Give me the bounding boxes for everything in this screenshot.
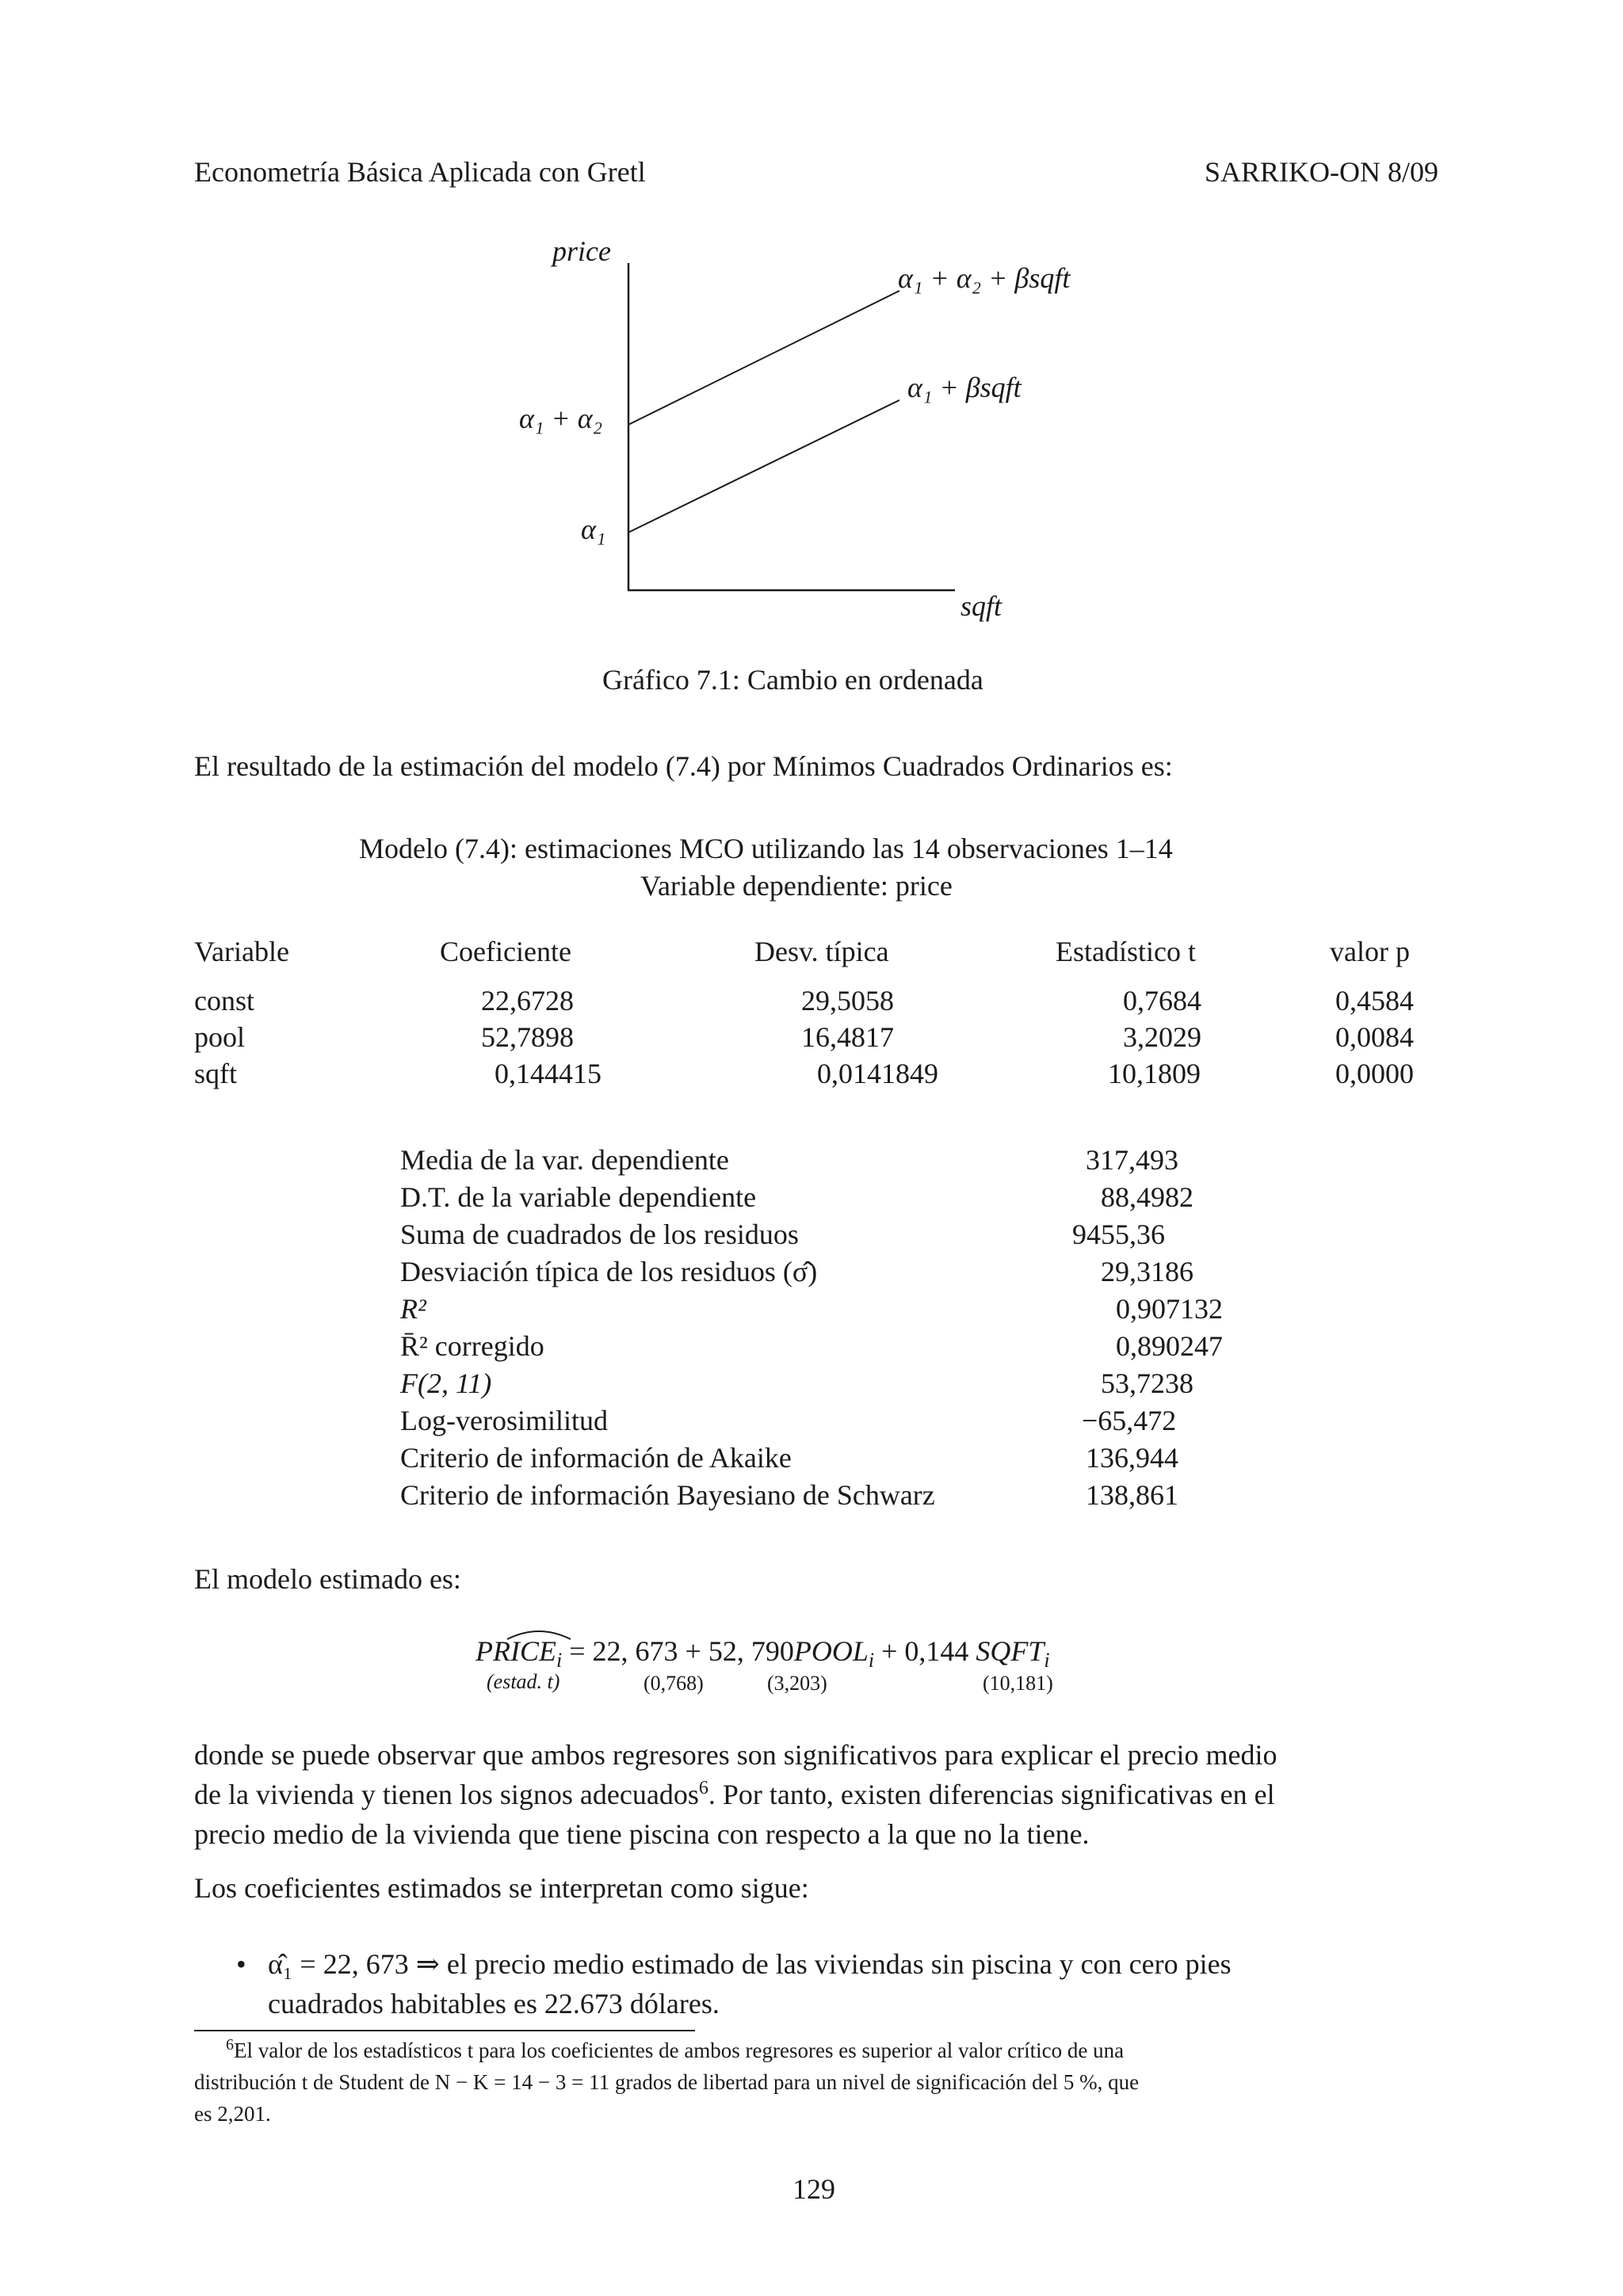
bullet-item: α̂₁ = 22, 673 ⇒ el precio medio estimado de las viviendas sin piscina y con cero pies cuadrados habitables es 22.673 dólares. <box>268 1948 1232 2019</box>
stat-label: R̄² corregido <box>400 1330 544 1362</box>
col-p: valor p <box>1330 936 1410 967</box>
stat-value: 0,890247 <box>1116 1330 1223 1362</box>
table-row <box>194 984 1430 1020</box>
table-row <box>194 1020 1430 1057</box>
stat-row <box>400 1255 1272 1291</box>
cell-variable: sqft <box>194 1058 237 1089</box>
stat-row <box>400 1441 1272 1478</box>
stat-row <box>400 1404 1272 1440</box>
stat-label: Media de la var. dependiente <box>400 1144 729 1176</box>
col-coef: Coeficiente <box>440 936 571 967</box>
figure-caption: Gráfico 7.1: Cambio en ordenada <box>602 664 983 696</box>
cell-p: 0,0000 <box>1335 1058 1414 1089</box>
equation-lhs: $PRICE_i$ <box>475 1634 562 1668</box>
estimated-model-intro: El modelo estimado es: <box>194 1563 461 1595</box>
stat-value: 9455,36 <box>1072 1219 1165 1250</box>
hat-accent-icon <box>506 1625 572 1641</box>
cell-coef: 52,7898 <box>481 1021 574 1053</box>
cell-p: 0,4584 <box>1335 985 1414 1016</box>
cell-coef: 0,144415 <box>495 1058 601 1089</box>
cell-variable: const <box>194 985 254 1016</box>
equation-rhs-constants: = 22, 673 + 52, 790 <box>569 1635 794 1667</box>
table-row <box>194 1057 1430 1093</box>
cell-t: 3,2029 <box>1123 1021 1201 1053</box>
model-title: Modelo (7.4): estimaciones MCO utilizando las 14 observaciones 1–14 <box>359 833 1173 864</box>
stat-value: 138,861 <box>1086 1479 1178 1511</box>
col-t: Estadístico t <box>1056 936 1196 967</box>
running-header-issue: SARRIKO-ON 8/09 <box>1204 156 1438 188</box>
stat-value: 0,907132 <box>1116 1293 1223 1325</box>
stat-label: Criterio de información de Akaike <box>400 1442 792 1474</box>
cell-t: 10,1809 <box>1108 1058 1201 1089</box>
stat-label: Desviación típica de los residuos (σ̂) <box>400 1256 818 1287</box>
equation-t-sqft: (10,181) <box>983 1672 1053 1695</box>
page-number: 129 <box>792 2173 835 2205</box>
stat-row <box>400 1292 1272 1329</box>
cell-se: 0,0141849 <box>817 1058 938 1089</box>
stat-row <box>400 1478 1272 1515</box>
stat-label: Suma de cuadrados de los residuos <box>400 1219 799 1250</box>
cell-coef: 22,6728 <box>481 985 574 1016</box>
cell-se: 29,5058 <box>801 985 894 1016</box>
cell-p: 0,0084 <box>1335 1021 1414 1053</box>
running-header-title: Econometría Básica Aplicada con Gretl <box>194 156 646 188</box>
stat-row <box>400 1367 1272 1403</box>
footnote-separator <box>194 2030 695 2031</box>
stat-value: 29,3186 <box>1101 1256 1193 1287</box>
upper-intercept-label: α₁ + α₂ <box>519 402 603 434</box>
col-variable: Variable <box>194 936 289 967</box>
equation-sqft-coef: + 0,144 <box>881 1635 969 1667</box>
coefficients-intro: Los coeficientes estimados se interpretan como sigue: <box>194 1872 809 1904</box>
intercept-shift-figure <box>0 0 1623 650</box>
lower-regression-line <box>628 400 899 532</box>
equation-sqft-variable: SQFT <box>976 1635 1044 1667</box>
stat-row <box>400 1180 1272 1217</box>
stat-row <box>400 1329 1272 1366</box>
equation-pool-variable: POOL <box>793 1635 869 1667</box>
equation-estad-label: (estad. t) <box>487 1670 560 1693</box>
cell-se: 16,4817 <box>801 1021 894 1053</box>
stat-label: D.T. de la variable dependiente <box>400 1181 757 1213</box>
table-header-row <box>194 935 1430 971</box>
upper-line-label: α₁ + α₂ + βsqft <box>898 262 1071 294</box>
stat-label: Criterio de información Bayesiano de Schwarz <box>400 1479 935 1511</box>
stat-value: 136,944 <box>1086 1442 1178 1474</box>
stat-value: 317,493 <box>1086 1144 1178 1176</box>
col-se: Desv. típica <box>754 936 889 967</box>
bullet-icon: • <box>236 1948 246 1980</box>
equation-t-const: (0,768) <box>643 1672 704 1695</box>
stat-value: 88,4982 <box>1101 1181 1193 1213</box>
estimated-equation: $PRICE_i = 22$, 673 + 52, $790POOL_i + 0,144$ $SQFT_i$ <box>475 1634 1050 1668</box>
cell-variable: pool <box>194 1021 246 1053</box>
stat-label: F(2, 11) <box>400 1367 492 1399</box>
stat-value: −65,472 <box>1082 1405 1177 1436</box>
stat-label: Log-verosimilitud <box>400 1405 608 1436</box>
footnote-reference[interactable]: 6 <box>698 1778 708 1798</box>
footnote-mark: 6 <box>226 2036 234 2054</box>
x-axis-label: sqft <box>960 590 1002 622</box>
lower-line-label: α₁ + βsqft <box>907 372 1022 403</box>
y-axis-label: price <box>552 235 611 267</box>
stat-value: 53,7238 <box>1101 1367 1193 1399</box>
equation-t-pool: (3,203) <box>767 1672 827 1695</box>
model-dependent-variable: Variable dependiente: price <box>640 870 953 902</box>
stat-label: R² <box>400 1293 426 1325</box>
stat-row <box>400 1143 1272 1180</box>
cell-t: 0,7684 <box>1123 985 1201 1016</box>
interpretation-paragraph: donde se puede observar que ambos regresores son significativos para explicar el precio medio de la vivienda y tienen los signos adecuados$^6$. Por tanto, existen diferencias significativas en el precio medio de la vivienda que tiene piscina con respecto a la que no la tiene. <box>194 1739 1277 1850</box>
footnote: $^6$El valor de los estadísticos t para los coeficientes de ambos regresores es superior al valor crítico de una distribución t de Student de N − K = 14 − 3 = 11 grados de libertad para un nivel de significación del 5 %, que es 2,201. <box>194 2036 1140 2126</box>
upper-regression-line <box>628 291 899 425</box>
stat-row <box>400 1218 1272 1254</box>
lower-intercept-label: α₁ <box>581 513 606 545</box>
intro-paragraph: El resultado de la estimación del modelo (7.4) por Mínimos Cuadrados Ordinarios es: <box>194 750 1173 782</box>
